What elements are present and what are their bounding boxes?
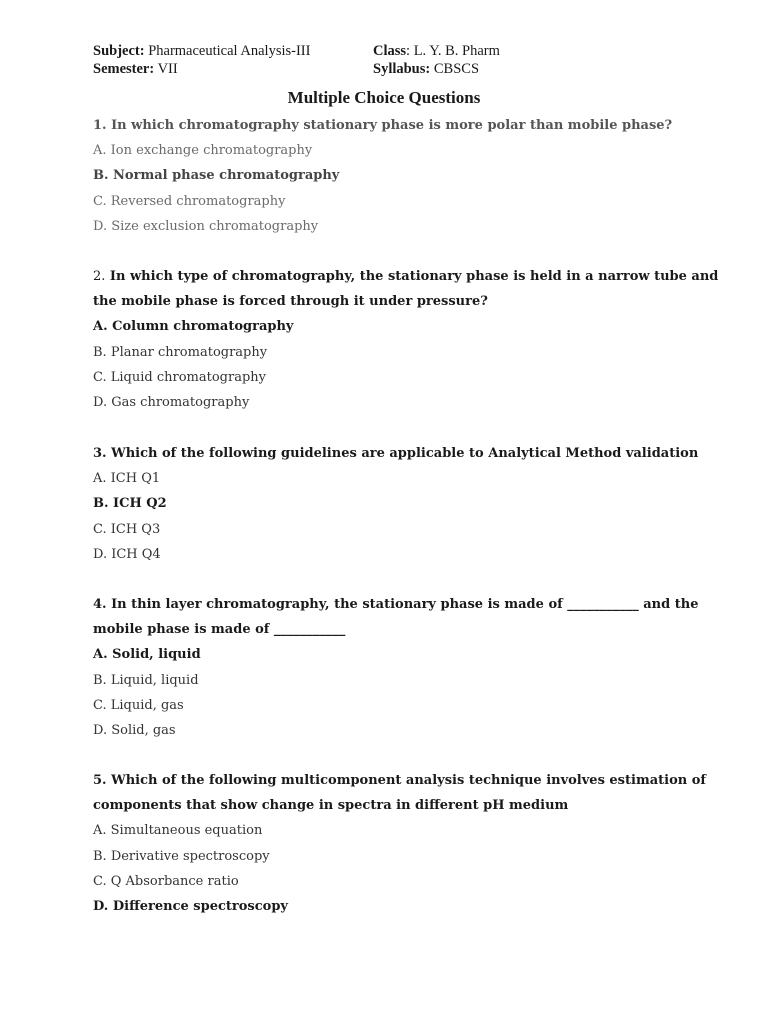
option-b: B. Derivative spectroscopy [93, 848, 270, 864]
question-text-line-1: 4. In thin layer chromatography, the stationary phase is made of ___________ and the [93, 597, 699, 612]
option-a: A. ICH Q1 [93, 471, 161, 487]
question-text: 1. In which chromatography stationary phase is more polar than mobile phase? [93, 118, 673, 133]
question-number: 2. [93, 269, 106, 284]
question-text-line-1 [93, 264, 719, 289]
option-d: D. Solid, gas [93, 722, 176, 738]
question-text: 3. Which of the following guidelines are applicable to Analytical Method validation [93, 446, 699, 461]
option-b: B. Liquid, liquid [93, 672, 199, 688]
question-text: In which type of chromatography, the stationary phase is held in a narrow tube and [105, 269, 719, 284]
question-1 [93, 113, 693, 239]
semester-value: VII [157, 61, 178, 77]
question-2 [93, 264, 719, 415]
option-b-correct: B. ICH Q2 [93, 496, 167, 512]
question-4 [93, 592, 699, 743]
option-d-correct: D. Difference spectroscopy [93, 898, 288, 914]
option-c: C. Reversed chromatography [93, 193, 286, 209]
syllabus-value: CBSCS [433, 61, 480, 77]
page-title: Multiple Choice Questions [287, 88, 481, 107]
question-text-line-2: components that show change in spectra in different pH medium [93, 798, 569, 814]
question-text-line-1: 5. Which of the following multicomponent analysis technique involves estimation of [93, 773, 706, 788]
question-3 [93, 441, 699, 567]
semester-label: Semester: [93, 61, 155, 77]
class-value: : L. Y. B. Pharm [406, 43, 500, 59]
question-text-line-2: mobile phase is made of ___________ [93, 622, 346, 638]
option-c: C. Liquid, gas [93, 697, 184, 713]
syllabus-line [373, 61, 479, 78]
option-d: D. ICH Q4 [93, 546, 161, 562]
option-d: D. Size exclusion chromatography [93, 218, 319, 234]
option-c: C. ICH Q3 [93, 521, 161, 537]
option-c: C. Liquid chromatography [93, 369, 266, 385]
subject-line [93, 43, 310, 60]
subject-label: Subject: [93, 43, 145, 59]
semester-line [93, 61, 178, 78]
class-label: Class [373, 43, 407, 59]
option-a: A. Simultaneous equation [93, 823, 263, 839]
option-b: B. Planar chromatography [93, 344, 268, 360]
option-a-correct: A. Solid, liquid [93, 647, 201, 663]
option-c: C. Q Absorbance ratio [93, 873, 239, 889]
question-text-line-2: the mobile phase is forced through it under pressure? [93, 294, 488, 310]
class-line [373, 43, 500, 60]
option-a-correct: A. Column chromatography [93, 319, 294, 335]
question-5 [93, 768, 706, 919]
syllabus-label: Syllabus: [373, 61, 431, 77]
option-b-correct: B. Normal phase chromatography [93, 168, 340, 184]
option-d: D. Gas chromatography [93, 394, 250, 410]
subject-value: Pharmaceutical Analysis-III [148, 43, 311, 59]
option-a: A. Ion exchange chromatography [93, 143, 313, 159]
